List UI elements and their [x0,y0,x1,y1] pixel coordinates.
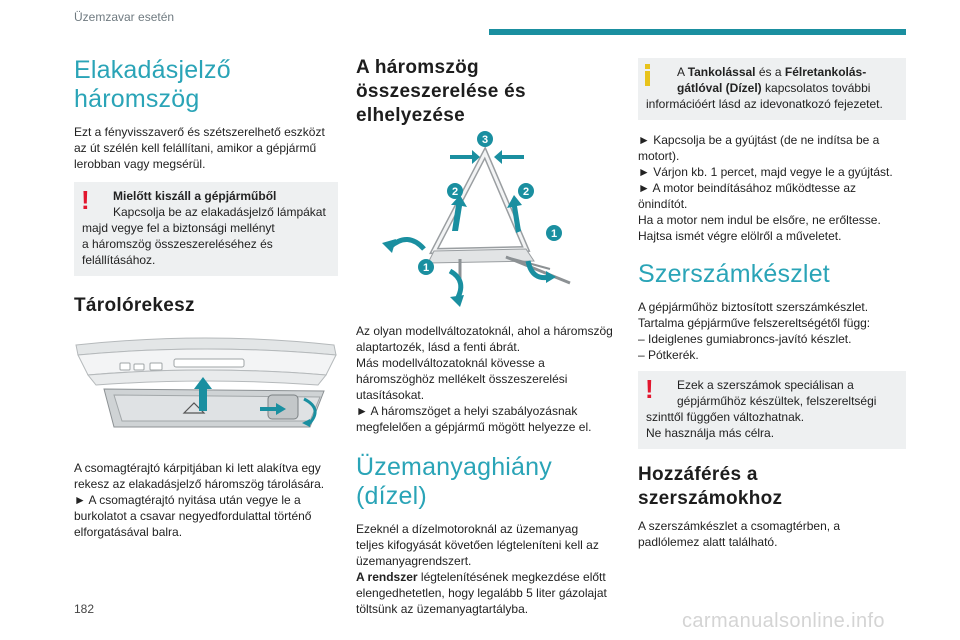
storage-line: elforgatásával balra. [74,525,183,540]
info-line: információért lásd az idevonatkozó fejezetet. [646,97,883,111]
section-title-warning-triangle: Elakadásjelző háromszög [74,56,231,113]
tools-warning-line: Ne használja más célra. [646,425,775,440]
assembly-line: megfelelően a gépjármű mögött helyezze el. [356,420,592,435]
tools-line: A gépjárműhöz biztosított szerszámkészlet. [638,299,869,314]
column-right [638,58,906,550]
warning-icon: ! [645,373,654,404]
tools-line: – Ideiglenes gumiabroncs-javító készlet. [638,331,852,346]
tools-line: – Pótkerék. [638,347,699,362]
step-badge-label: 1 [422,262,430,275]
step-badge-label: 2 [451,186,459,199]
warning-line: Kapcsolja be az elakadásjelző lámpákat [113,204,326,219]
section-title-access: Hozzáférés a szerszámokhoz [638,463,783,509]
assembly-line: ► A háromszöget a helyi szabályozásnak [356,404,578,419]
fuel-line: töltsünk az üzemanyagtartályba. [356,601,529,616]
assembly-line: Az olyan modellváltozatoknál, ahol a háromszög [356,324,613,339]
column-middle [356,56,618,617]
header-accent-bar [489,29,906,35]
column-left [74,56,338,540]
step-line: önindítót. [638,197,688,211]
tools-warning-box [638,371,906,449]
step-line: Ha a motor nem indul be elsőre, ne erőltesse. [638,213,881,227]
info-icon [645,64,650,86]
section-title-tools: Szerszámkészlet [638,260,830,288]
step-badge-label: 2 [522,186,530,199]
step-line: ► Várjon kb. 1 percet, majd vegye le a gyújtást. [638,165,893,179]
section-title-assembly: A háromszög összeszerelése és elhelyezése [356,57,526,126]
step-badge-label: 3 [481,134,489,147]
assembly-line: háromszöghöz mellékelt összeszerelési [356,372,568,387]
section-title-storage: Tárolórekesz [74,294,195,316]
tools-line: Tartalma gépjárműve felszereltségétől függ: [638,315,871,330]
fuel-line: üzemanyagrendszert. [356,553,472,568]
tailgate-compartment-illustration [74,329,338,449]
warning-line: felállításához. [82,252,156,267]
warning-heading: Mielőtt kiszáll a gépjárműből [113,188,277,203]
step-line: ► A motor beindításához működtesse az [638,181,856,195]
triangle-assembly-diagram [356,131,618,311]
watermark: carmanualsonline.info [682,610,885,632]
fuel-line: légtelenítésének megkezdése előtt [417,569,606,584]
step-line: Hajtsa ismét végre elölről a műveletet. [638,229,842,243]
intro-line: Ezt a fényvisszaverő és szétszerelhető eszközt [74,124,325,139]
storage-line: rekesz az elakadásjelző háromszög tárolására. [74,477,325,492]
fuel-line: Ezeknél a dízelmotoroknál az üzemanyag [356,521,579,536]
intro-line: lerobban vagy megsérül. [74,156,206,171]
step-line: ► Kapcsolja be a gyújtást (de ne indítsa be a [638,133,880,147]
assembly-line: utasításokat. [356,388,425,403]
access-line: A szerszámkészlet a csomagtérben, a [638,519,841,534]
warning-line: a háromszög összeszereléséhez és [82,236,273,251]
running-header: Üzemzavar esetén [74,10,175,24]
assembly-line: Más modellváltozatoknál kövesse a [356,356,545,371]
storage-line: ► A csomagtérajtó nyitása után vegye le a [74,493,301,508]
tools-warning-line: Ezek a szerszámok speciálisan a [677,377,854,392]
tools-warning-line: gépjárműhöz készültek, felszereltségi [677,393,877,408]
warning-box [74,182,338,276]
storage-line: A csomagtérajtó kárpitjában ki lett alakítva egy [74,461,321,476]
fuel-line: teljes kifogyását követően légteleníteni kell az [356,537,599,552]
storage-line: burkolatot a csavar negyedfordulattal történő [74,509,312,524]
fuel-bold: A rendszer [356,569,418,584]
step-line: motort). [638,149,680,163]
access-line: padlólemez alatt található. [638,535,778,550]
page-number: 182 [74,602,95,616]
fuel-line: elengedhetetlen, hogy legalább 5 liter gázolajat [356,585,607,600]
info-box: A Tankolással és a Félretankolás- gátlóval (Dízel) kapcsolatos további információért lásd az idevonatkozó fejezetet. [638,58,906,120]
intro-line: az út szélén kell felállítani, amikor a gépjármű [74,140,317,155]
warning-line: majd vegye fel a biztonsági mellényt [82,220,275,235]
section-title-fuel: Üzemanyaghiány (dízel) [356,453,552,510]
step-badge-label: 1 [550,228,558,241]
assembly-line: alaptartozék, lásd a fenti ábrát. [356,340,521,355]
warning-icon: ! [81,184,90,215]
tools-warning-line: szinttől függően változhatnak. [646,409,805,424]
